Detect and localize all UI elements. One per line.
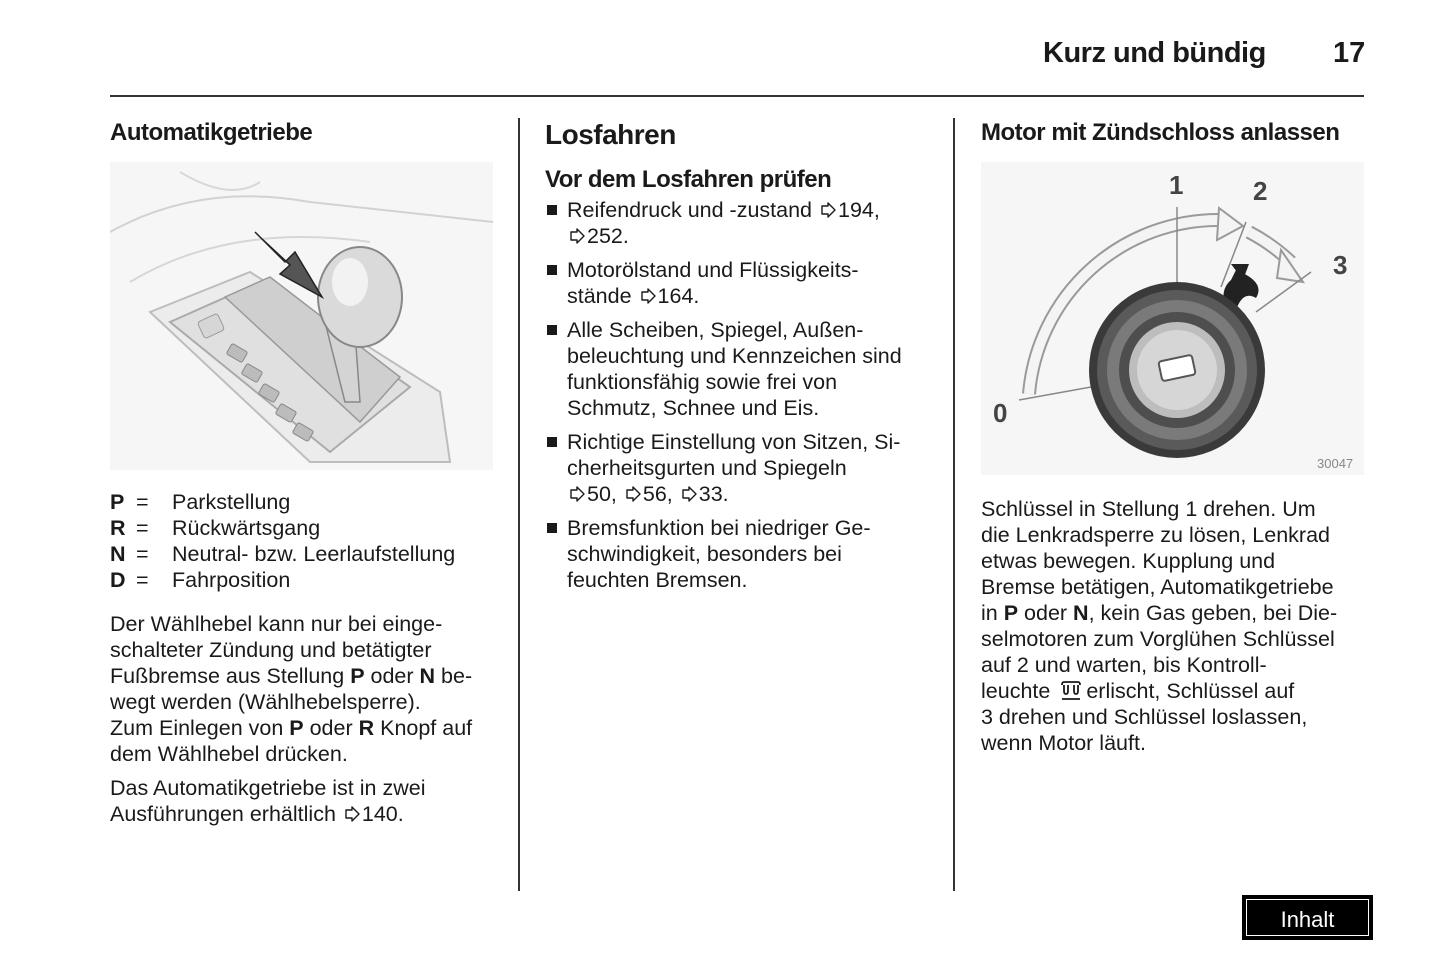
legend-row bbox=[110, 515, 455, 541]
text-fragment: Bremsfunktion bei niedriger Ge- bbox=[567, 516, 871, 540]
gear-letter: P bbox=[350, 664, 365, 688]
list-item bbox=[545, 197, 945, 249]
text-line: auf 2 und warten, bis Kontroll- bbox=[981, 653, 1267, 677]
page-reference-arrow-icon bbox=[344, 806, 360, 822]
page-reference-link[interactable]: 33. bbox=[698, 482, 729, 506]
subheading-vor-dem-losfahren: Vor dem Losfahren prüfen bbox=[545, 166, 832, 193]
text-fragment: beleuchtung und Kennzeichen sind bbox=[567, 344, 902, 368]
page-reference-arrow-icon bbox=[569, 486, 585, 502]
text-line: wenn Motor läuft. bbox=[981, 731, 1146, 755]
page-number: 17 bbox=[1333, 37, 1366, 69]
list-item bbox=[545, 429, 945, 507]
gear-position-legend bbox=[110, 489, 455, 593]
legend-row bbox=[110, 489, 455, 515]
legend-key: D bbox=[110, 568, 126, 592]
page-reference-link[interactable]: 140. bbox=[361, 802, 404, 826]
text-line: wegt werden (Wählhebelsperre). bbox=[110, 690, 421, 714]
text-fragment: oder bbox=[303, 716, 359, 740]
text-fragment: oder bbox=[1018, 601, 1074, 625]
list-item bbox=[545, 515, 945, 593]
text-fragment: Motorölstand und Flüssigkeits- bbox=[567, 258, 859, 282]
header-rule bbox=[110, 95, 1364, 97]
legend-row bbox=[110, 541, 455, 567]
page-reference-link[interactable]: 194, bbox=[838, 198, 880, 222]
text-fragment: , kein Gas geben, bei Die- bbox=[1088, 601, 1338, 625]
ignition-instructions-paragraph bbox=[981, 496, 1366, 756]
bullet-icon bbox=[547, 437, 557, 447]
gear-selector-illustration bbox=[110, 162, 493, 470]
page-reference-link[interactable]: 50, bbox=[587, 482, 617, 506]
pre-drive-checklist bbox=[545, 197, 945, 601]
section-heading-automatikgetriebe: Automatikgetriebe bbox=[110, 119, 313, 146]
versions-paragraph bbox=[110, 775, 510, 827]
position-label-1: 1 bbox=[1169, 170, 1184, 200]
text-line: Fußbremse aus Stellung bbox=[110, 664, 351, 688]
page-reference-link[interactable]: 56, bbox=[642, 482, 673, 506]
gear-letter: P bbox=[289, 716, 304, 740]
legend-value: Parkstellung bbox=[172, 490, 291, 514]
legend-value: Fahrposition bbox=[172, 568, 291, 592]
text-fragment: Alle Scheiben, Spiegel, Außen- bbox=[567, 318, 864, 342]
legend-key: P bbox=[110, 490, 125, 514]
legend-equals: = bbox=[136, 490, 149, 514]
text-fragment: Richtige Einstellung von Sitzen, Si- bbox=[567, 430, 901, 454]
legend-equals: = bbox=[136, 542, 149, 566]
list-item bbox=[545, 257, 945, 309]
text-line: schalteter Zündung und betätigter bbox=[110, 638, 432, 662]
legend-row bbox=[110, 567, 455, 593]
text-fragment: erlischt, Schlüssel auf bbox=[1086, 679, 1295, 703]
selector-lever-paragraph bbox=[110, 611, 510, 767]
text-line: Zum Einlegen von bbox=[110, 716, 290, 740]
glow-plug-icon bbox=[1059, 681, 1083, 701]
bullet-icon bbox=[547, 523, 557, 533]
text-line: Der Wählhebel kann nur bei einge- bbox=[110, 612, 443, 636]
page-reference-arrow-icon bbox=[681, 486, 697, 502]
figure-code: 30047 bbox=[1317, 456, 1354, 471]
text-fragment: Schmutz, Schnee und Eis. bbox=[567, 396, 820, 420]
text-fragment: in bbox=[981, 601, 1004, 625]
text-line: dem Wählhebel drücken. bbox=[110, 742, 348, 766]
position-label-0: 0 bbox=[993, 398, 1008, 428]
legend-equals: = bbox=[136, 516, 149, 540]
page-reference-arrow-icon bbox=[569, 228, 585, 244]
running-header-title: Kurz und bündig bbox=[1043, 37, 1266, 69]
text-line: die Lenkradsperre zu lösen, Lenkrad bbox=[981, 523, 1330, 547]
text-fragment: be- bbox=[435, 664, 473, 688]
text-fragment: Reifendruck und -zustand bbox=[567, 198, 813, 222]
ignition-switch-illustration bbox=[981, 162, 1364, 475]
text-fragment: funktionsfähig sowie frei von bbox=[567, 370, 838, 394]
gear-letter: P bbox=[1003, 601, 1019, 625]
page-reference-arrow-icon bbox=[820, 202, 836, 218]
text-fragment: schwindigkeit, besonders bei bbox=[567, 542, 842, 566]
text-fragment: stände bbox=[567, 284, 632, 308]
bullet-icon bbox=[547, 265, 557, 275]
position-label-3: 3 bbox=[1333, 250, 1348, 280]
text-fragment: leuchte bbox=[981, 679, 1051, 703]
text-line: Bremse betätigen, Automatikgetriebe bbox=[981, 575, 1334, 599]
page-reference-arrow-icon bbox=[640, 288, 656, 304]
list-item bbox=[545, 317, 945, 421]
gear-letter: N bbox=[1073, 601, 1089, 625]
text-fragment: feuchten Bremsen. bbox=[567, 568, 748, 592]
text-line: selmotoren zum Vorglühen Schlüssel bbox=[981, 627, 1335, 651]
legend-equals: = bbox=[136, 568, 149, 592]
text-fragment: cherheitsgurten und Spiegeln bbox=[567, 456, 847, 480]
legend-key: R bbox=[110, 516, 126, 540]
page-reference-arrow-icon bbox=[625, 486, 641, 502]
section-heading-motor-anlassen: Motor mit Zündschloss anlassen bbox=[981, 119, 1340, 146]
gear-letter: R bbox=[358, 716, 375, 740]
legend-value: Rückwärtsgang bbox=[172, 516, 321, 540]
column-divider-2 bbox=[953, 118, 955, 891]
text-line: Ausführungen erhältlich bbox=[110, 802, 336, 826]
position-label-2: 2 bbox=[1253, 176, 1268, 206]
text-fragment: Knopf auf bbox=[374, 716, 473, 740]
column-divider-1 bbox=[518, 118, 520, 891]
text-fragment: oder bbox=[364, 664, 420, 688]
contents-button[interactable]: Inhalt bbox=[1242, 895, 1373, 940]
bullet-icon bbox=[547, 205, 557, 215]
section-heading-losfahren: Losfahren bbox=[545, 119, 676, 150]
text-line: Schlüssel in Stellung 1 drehen. Um bbox=[981, 497, 1316, 521]
page-reference-link[interactable]: 164. bbox=[657, 284, 700, 308]
page-reference-link[interactable]: 252. bbox=[587, 224, 629, 248]
bullet-icon bbox=[547, 325, 557, 335]
gear-letter: N bbox=[419, 664, 436, 688]
text-line: 3 drehen und Schlüssel loslassen, bbox=[981, 705, 1308, 729]
legend-key: N bbox=[110, 542, 126, 566]
text-line: etwas bewegen. Kupplung und bbox=[981, 549, 1276, 573]
legend-value: Neutral- bzw. Leerlaufstellung bbox=[172, 542, 456, 566]
text-line: Das Automatikgetriebe ist in zwei bbox=[110, 776, 426, 800]
